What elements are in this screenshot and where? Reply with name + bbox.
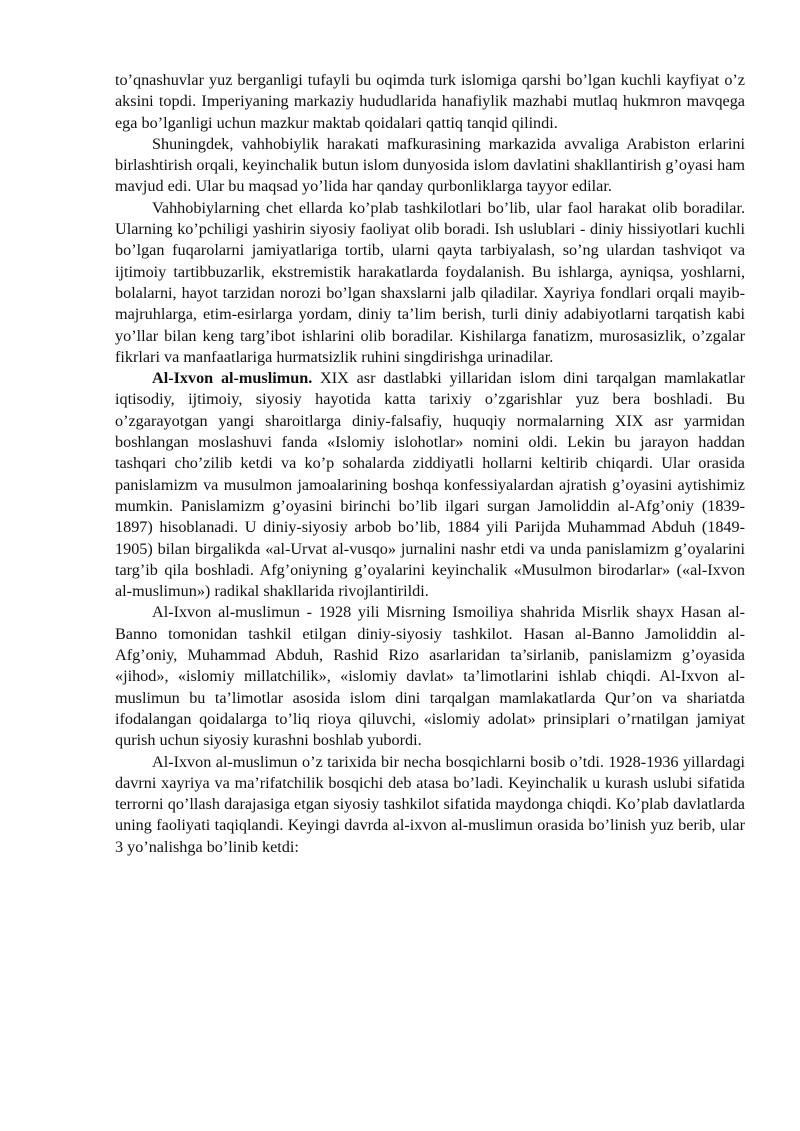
paragraph-text: Shuningdek, vahhobiylik harakati mafkurasining markazida avvaliga Arabiston erlarini birlashtirish orqali, keyinchalik butun islom dunyosida islom davlatini shakllantirish g’oyasi ham mavjud edi. Ular bu maqsad yo’lida har qanday qurbonliklarga tayyor edilar. [115, 134, 745, 196]
paragraph-text: XIX asr dastlabki yillaridan islom dini tarqalgan mamlakatlar iqtisodiy, ijtimoiy, siyosiy hayotida katta tarixiy o’zgarishlar yuz bera boshladi. Bu o’zgarayotgan yangi sharoitlarga diniy-falsafiy, huquqiy normalarning XIX asr yarmidan boshlangan moslashuvi fanda «Islomiy islohotlar» nomini oldi. Lekin bu jarayon haddan tashqari cho’zilib ketdi va ko’p sohalarda ziddiyatli hollarni keltirib chiqardi. Ular orasida panislamizm va musulmon jamoalarining boshqa konfessiyalardan ajratish g’oyasini aytishimiz mumkin. Panislamizm g’oyasini birinchi bo’lib ilgari surgan Jamoliddin al-Afg’oniy (1839-1897) hisoblanadi. U diniy-siyosiy arbob bo’lib, 1884 yili Parijda Muhammad Abduh (1849-1905) bilan birgalikda «al-Urvat al-vusqo» jurnalini nashr etdi va unda panislamizm g’oyalarini targ’ib qila boshladi. Afg’oniyning g’oyalarini keyinchalik «Musulmon birodarlar» («al-Ixvon al-muslimun») radikal shakllarida rivojlantirildi. [115, 369, 745, 601]
paragraph-2 [115, 134, 745, 198]
document-page [115, 70, 745, 858]
paragraph-3 [115, 198, 745, 368]
paragraph-6 [115, 752, 745, 858]
paragraph-5 [115, 602, 745, 751]
paragraph-1 [115, 70, 745, 134]
section-lead-heading: Al-Ixvon al-muslimun. [152, 369, 313, 388]
paragraph-text: Al-Ixvon al-muslimun - 1928 yili Misrning Ismoiliya shahrida Misrlik shayx Hasan al-Banno tomonidan tashkil etilgan diniy-siyosiy tashkilot. Hasan al-Banno Jamoliddin al-Afg’oniy, Muhammad Abduh, Rashid Rizo asarlaridan ta’sirlanib, panislamizm g’oyasida «jihod», «islomiy millatchilik», «islomiy davlat» ta’limotlarini ishlab chiqdi. Al-Ixvon al-muslimun bu ta’limotlar asosida islom dini tarqalgan mamlakatlarda Qur’on va shariatda ifodalangan qoidalarga to’liq rioya qiluvchi, «islomiy adolat» prinsiplari o’rnatilgan jamiyat qurish uchun siyosiy kurashni boshlab yubordi. [115, 603, 745, 750]
paragraph-4 [115, 368, 745, 602]
paragraph-text: Al-Ixvon al-muslimun o’z tarixida bir necha bosqichlarni bosib o’tdi. 1928-1936 yillardagi davrni xayriya va ma’rifatchilik bosqichi deb atasa bo’ladi. Keyinchalik u kurash uslubi sifatida terrorni qo’llash darajasiga etgan siyosiy tashkilot sifatida maydonga chiqdi. Ko’plab davlatlarda uning faoliyati taqiqlandi. Keyingi davrda al-ixvon al-muslimun orasida bo’linish yuz berib, ular 3 yo’nalishga bo’linib ketdi: [115, 752, 745, 856]
paragraph-text: to’qnashuvlar yuz berganligi tufayli bu oqimda turk islomiga qarshi bo’lgan kuchli kayfiyat o’z aksini topdi. Imperiyaning markaziy hududlarida hanafiylik mazhabi mutlaq hukmron mavqega ega bo’lganligi uchun mazkur maktab qoidalari qattiq tanqid qilindi. [115, 71, 745, 132]
paragraph-text: Vahhobiylarning chet ellarda ko’plab tashkilotlari bo’lib, ular faol harakat olib boradilar. Ularning ko’pchiligi yashirin siyosiy faoliyat olib boradi. Ish uslublari - diniy hissiyotlari kuchli bo’lgan fuqarolarni jamiyatlariga tortib, ularni qayta tarbiyalash, so’ng ulardan tashviqot va ijtimoiy tartibbuzarlik, ekstremistik harakatlarda foydalanish. Bu ishlarga, ayniqsa, yoshlarni, bolalarni, hayot tarzidan norozi bo’lgan shaxslarni jalb qiladilar. Xayriya fondlari orqali mayib-majruhlarga, etim-esirlarga yordam, diniy ta’lim berish, turli diniy adabiyotlarni tarqatish kabi yo’llar bilan keng targ’ibot ishlarini olib boradilar. Kishilarga fanatizm, murosasizlik, o’zgalar fikrlari va manfaatlariga hurmatsizlik ruhini singdirishga urinadilar. [115, 198, 745, 366]
